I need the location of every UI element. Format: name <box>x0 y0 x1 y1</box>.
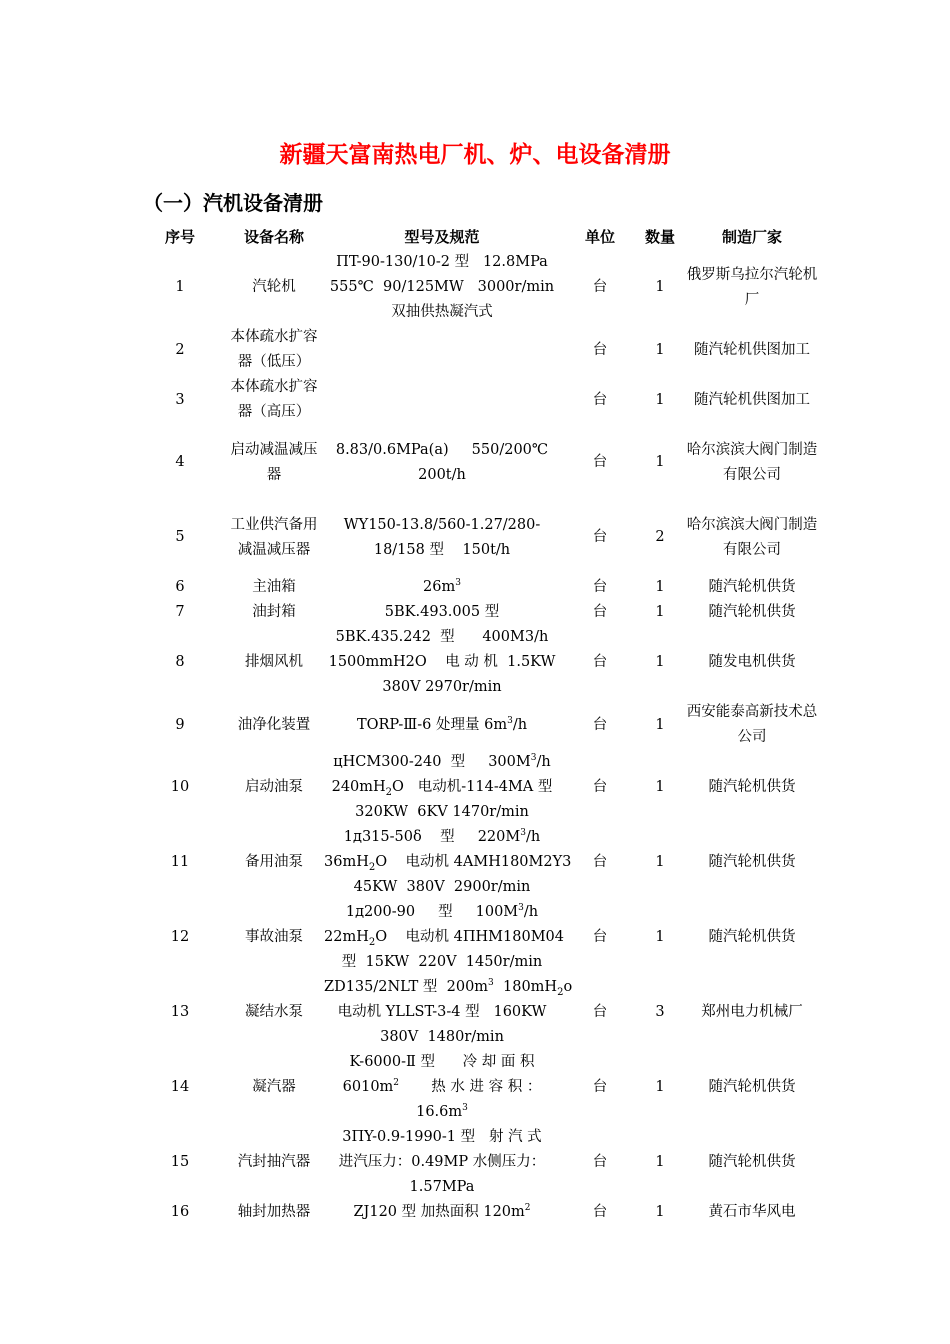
cell-spec: ΠT-90-130/10-2 型 12.8MPa 555℃ 90/125MW 3000r/min 双抽供热凝汽式 <box>329 254 555 320</box>
cell-no: 10 <box>170 779 190 795</box>
header-name: 设备名称 <box>243 228 304 246</box>
cell-maker: 随汽轮机供图加工 <box>694 341 810 358</box>
cell-no: 4 <box>175 454 185 470</box>
cell-name: 工业供汽备用减温减压器 <box>230 516 318 558</box>
cell-unit: 台 <box>592 1204 608 1220</box>
cell-no: 14 <box>170 1079 190 1095</box>
cell-no: 9 <box>175 716 185 733</box>
table-row <box>136 1050 824 1125</box>
cell-spec: 1д315-50δ 型 $220M^3/h$ $36mH_2O$ 电动机 4AMH180M2Y3 45KW 380V 2900r/min <box>324 828 572 895</box>
cell-qty: 1 <box>655 854 665 870</box>
cell-unit: 台 <box>592 454 608 470</box>
cell-name: 备用油泵 <box>245 854 303 870</box>
cell-name: 油净化装置 <box>237 716 311 733</box>
table-row <box>136 700 824 750</box>
cell-name: 汽封抽汽器 <box>237 1154 311 1170</box>
cell-qty: 1 <box>655 279 665 295</box>
cell-spec: 8.83/0.6MPa(a) 550/200℃ 200t/h <box>335 441 549 483</box>
table-row <box>136 375 824 425</box>
cell-qty: 1 <box>655 779 665 795</box>
cell-unit: 台 <box>592 341 608 358</box>
cell-qty: 3 <box>655 1004 665 1020</box>
cell-maker: 随汽轮机供货 <box>708 604 796 620</box>
table-row <box>136 750 824 825</box>
cell-unit: 台 <box>592 529 608 545</box>
page-title: 新疆天富南热电厂机、炉、电设备清册 <box>279 142 671 168</box>
cell-maker: 随汽轮机供货 <box>708 929 796 945</box>
cell-name: 本体疏水扩容器（高压） <box>230 379 318 420</box>
cell-qty: 1 <box>655 579 665 595</box>
cell-maker: 西安能泰高新技术总公司 <box>686 704 818 745</box>
table-row <box>136 425 824 500</box>
cell-unit: 台 <box>592 279 608 295</box>
cell-spec: 3ΠY-0.9-1990-1 型 射 汽 式 进汽压力：0.49MP 水侧压力： 1.57MPa <box>338 1129 546 1195</box>
cell-maker: 黄石市华风电 <box>708 1204 796 1220</box>
header-qty: 数量 <box>644 228 675 246</box>
cell-qty: 1 <box>655 929 665 945</box>
table-row <box>136 900 824 975</box>
cell-no: 15 <box>170 1154 190 1170</box>
cell-unit: 台 <box>592 654 608 670</box>
cell-name: 凝汽器 <box>252 1079 296 1095</box>
equipment-table <box>136 225 824 1225</box>
cell-spec <box>324 325 560 375</box>
cell-qty: 1 <box>655 341 665 358</box>
cell-qty: 1 <box>655 604 665 620</box>
cell-spec: K-6000-Ⅱ 型 冷 却 面 积 $6010m^2$ 热 水 进 容 积 ： $16.6m^3$ <box>342 1054 542 1120</box>
cell-no: 8 <box>175 654 185 670</box>
cell-maker: 哈尔滨滨大阀门制造有限公司 <box>686 516 818 558</box>
cell-maker: 随汽轮机供货 <box>708 1079 796 1095</box>
cell-no: 2 <box>175 341 185 358</box>
cell-spec: 1д200-90 型 $100M^3/h$ $22mH_2O$ 电动机 4ΠHM180M04 型 15KW 220V 1450r/min <box>324 903 565 970</box>
cell-unit: 台 <box>592 929 608 945</box>
cell-no: 3 <box>175 391 185 408</box>
table-row <box>136 1125 824 1200</box>
cell-name: 本体疏水扩容器（低压） <box>230 329 318 370</box>
cell-no: 11 <box>170 854 190 870</box>
cell-maker: 随汽轮机供货 <box>708 854 796 870</box>
cell-name: 排烟风机 <box>245 654 303 670</box>
cell-spec: ZJ120 型 加热面积 $120m^2$ <box>353 1203 531 1220</box>
cell-unit: 台 <box>592 1004 608 1020</box>
cell-qty: 1 <box>655 1079 665 1095</box>
cell-unit: 台 <box>592 779 608 795</box>
cell-unit: 台 <box>592 1079 608 1095</box>
cell-no: 16 <box>170 1204 190 1220</box>
header-spec: 型号及规范 <box>404 228 480 246</box>
cell-spec: цHCM300-240 型 $300M^3/h$ $240mH_2O$ 电动机-114-4MA 型 320KW 6KV 1470r/min <box>331 753 553 820</box>
cell-maker: 随汽轮机供图加工 <box>694 391 810 408</box>
table-row <box>136 825 824 900</box>
cell-maker: 郑州电力机械厂 <box>701 1004 803 1020</box>
cell-name: 汽轮机 <box>252 279 296 295</box>
table-header-row <box>136 225 824 250</box>
cell-name: 启动减温减压器 <box>230 441 318 483</box>
cell-no: 6 <box>175 579 185 595</box>
table-row <box>136 575 824 600</box>
cell-spec: 5BK.493.005 型 <box>384 604 500 620</box>
cell-qty: 1 <box>655 391 665 408</box>
cell-maker: 随汽轮机供货 <box>708 779 796 795</box>
cell-unit: 台 <box>592 716 608 733</box>
cell-maker: 随发电机供货 <box>708 654 796 670</box>
cell-spec <box>324 375 560 425</box>
header-no: 序号 <box>164 228 195 246</box>
table-row <box>136 325 824 375</box>
cell-maker: 俄罗斯乌拉尔汽轮机厂 <box>686 266 818 308</box>
cell-name: 油封箱 <box>252 604 296 620</box>
table-row <box>136 600 824 625</box>
cell-name: 主油箱 <box>252 579 296 595</box>
cell-unit: 台 <box>592 854 608 870</box>
cell-qty: 1 <box>655 454 665 470</box>
cell-maker: 哈尔滨滨大阀门制造有限公司 <box>686 441 818 483</box>
cell-qty: 1 <box>655 1154 665 1170</box>
table-row <box>136 500 824 575</box>
cell-unit: 台 <box>592 579 608 595</box>
cell-no: 13 <box>170 1004 190 1020</box>
cell-unit: 台 <box>592 391 608 408</box>
table-row <box>136 975 824 1050</box>
cell-no: 1 <box>175 279 185 295</box>
header-maker: 制造厂家 <box>721 228 782 246</box>
cell-no: 7 <box>175 604 185 620</box>
table-row <box>136 625 824 700</box>
cell-maker: 随汽轮机供货 <box>708 579 796 595</box>
cell-no: 5 <box>175 529 185 545</box>
cell-qty: 1 <box>655 716 665 733</box>
cell-name: 轴封加热器 <box>237 1204 311 1220</box>
table-row <box>136 1200 824 1225</box>
cell-spec: WY150-13.8/560-1.27/280- 18/158 型 150t/h <box>343 516 541 558</box>
table-row <box>136 250 824 325</box>
cell-qty: 1 <box>655 654 665 670</box>
section-title: （一）汽机设备清册 <box>143 191 323 215</box>
cell-maker: 随汽轮机供货 <box>708 1154 796 1170</box>
cell-name: 事故油泵 <box>245 929 303 945</box>
cell-spec: 5BK.435.242 型 400M3/h 1500mmH2O 电 动 机 1.5KW 380V 2970r/min <box>328 629 556 695</box>
header-unit: 单位 <box>584 228 615 246</box>
cell-unit: 台 <box>592 1154 608 1170</box>
cell-qty: 2 <box>655 529 665 545</box>
cell-name: 凝结水泵 <box>245 1004 303 1020</box>
cell-unit: 台 <box>592 604 608 620</box>
cell-spec: ZD135/2NLT 型 $200m^3$ $180mH_2o$ 电动机 YLLST-3-4 型 160KW 380V 1480r/min <box>324 978 573 1045</box>
cell-name: 启动油泵 <box>245 779 303 795</box>
cell-spec: $26m^3$ <box>423 578 461 595</box>
cell-qty: 1 <box>655 1204 665 1220</box>
cell-spec: TORP-Ⅲ-6 处理量 $6m^3/h$ <box>356 715 528 733</box>
cell-no: 12 <box>170 929 190 945</box>
